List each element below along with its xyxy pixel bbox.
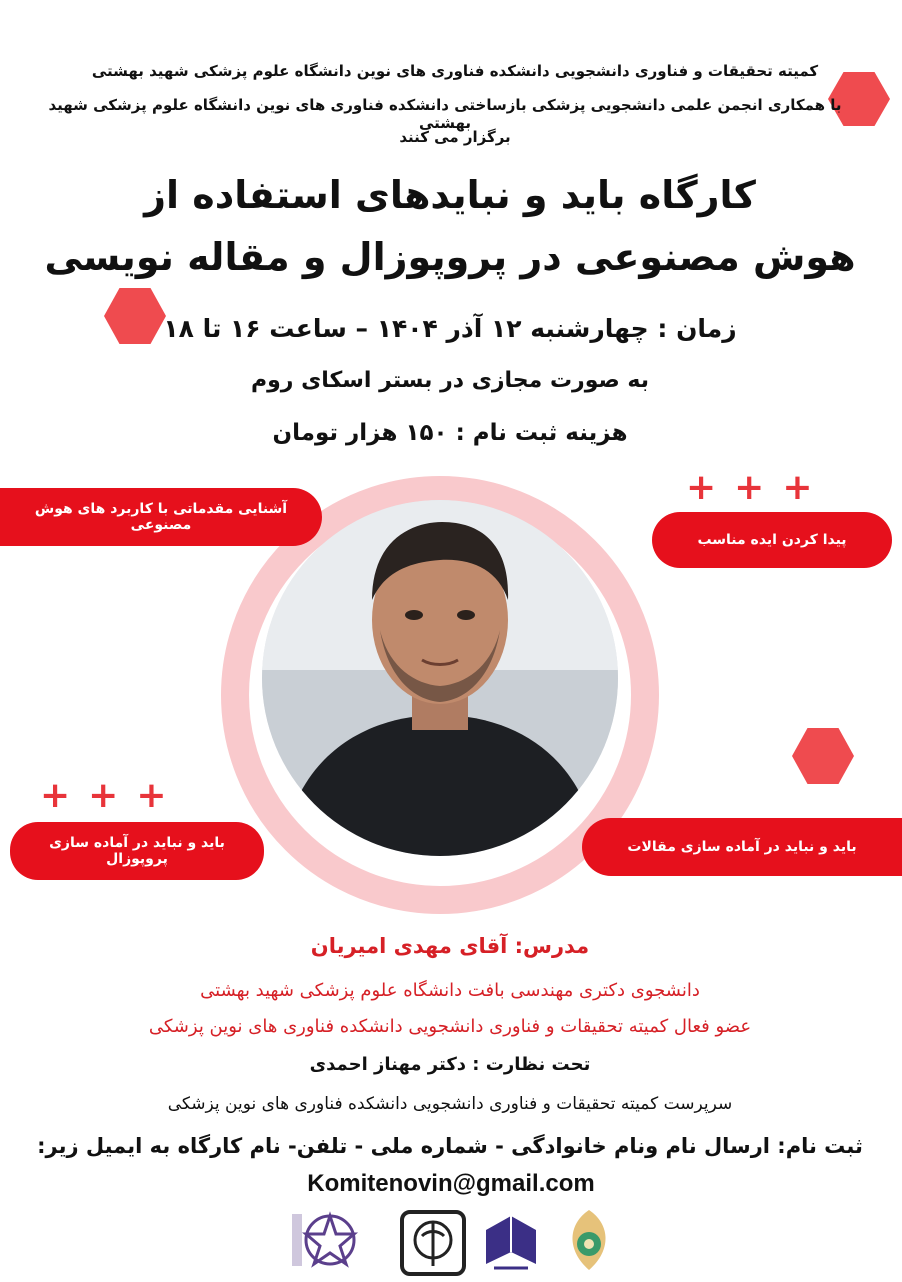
topic-proposal: باید و نباید در آماده سازی پروپوزال [10,822,264,880]
topic-articles: باید و نباید در آماده سازی مقالات [582,818,902,876]
workshop-title-line-2: هوش مصنوعی در پروپوزال و مقاله نویسی [44,235,856,279]
organizer-line-1: کمیته تحقیقات و فناوری دانشجویی دانشکده فناوری های نوین دانشگاه علوم پزشکی شهید بهشتی [91,62,819,80]
plus-signs-left: +++ [40,775,185,816]
plus-signs-top-right: +++ [686,467,831,508]
instructor-photo [262,500,618,856]
event-venue: به صورت مجازی در بستر اسکای روم [250,368,650,393]
leaf-logo [560,1206,618,1276]
instructor-description-2: عضو فعال کمیته تحقیقات و فناوری دانشجویی دانشکده فناوری های نوین پزشکی [148,1016,752,1037]
supervisor-description: سرپرست کمیته تحقیقات و فناوری دانشجویی دانشکده فناوری های نوین پزشکی [167,1094,733,1114]
organizer-line-3: برگزار می کنند [399,128,511,146]
registration-instructions: ثبت نام: ارسال نام ونام خانوادگی - شماره ملی - تلفن- نام کارگاه به ایمیل زیر: [37,1134,863,1158]
supervisor-label: تحت نظارت : دکتر مهناز احمدی [309,1054,591,1075]
event-time: زمان : چهارشنبه ۱۲ آذر ۱۴۰۴ – ساعت ۱۶ تا ۱۸ [163,314,737,343]
workshop-title-line-1: کارگاه باید و نبایدهای استفاده از [144,173,756,217]
university-emblem-logo [398,1206,468,1278]
organizer-line-2: با همکاری انجمن علمی دانشجویی پزشکی بازساختی دانشکده فناوری های نوین دانشگاه علوم پزشکی شهید بهشتی [48,96,842,132]
instructor-name: مدرس: آقای مهدی امیریان [310,934,590,958]
registration-email[interactable]: Komitenovin@gmail.com [307,1170,595,1197]
hexagon-decoration-right [792,728,854,784]
book-logo [480,1206,542,1276]
registration-fee: هزینه ثبت نام : ۱۵۰ هزار تومان [272,420,628,446]
instructor-description-1: دانشجوی دکتری مهندسی بافت دانشگاه علوم پزشکی شهید بهشتی [200,980,700,1001]
topic-ai-intro: آشنایی مقدماتی با کاربرد های هوش مصنوعی [0,488,322,546]
star-seal-logo [290,1208,366,1276]
topic-find-idea: پیدا کردن ایده مناسب [652,512,892,568]
